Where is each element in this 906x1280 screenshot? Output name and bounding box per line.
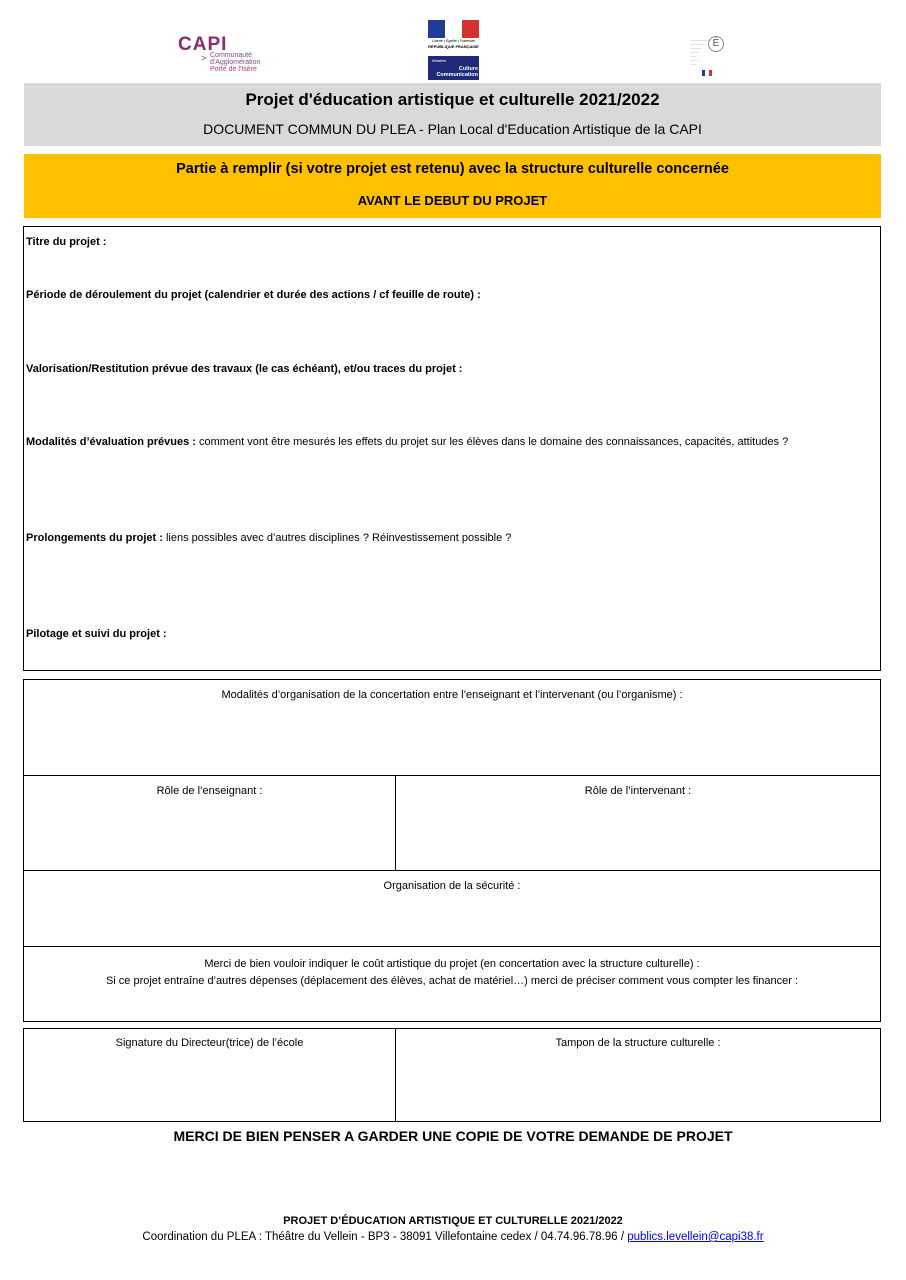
academie-flag-icon bbox=[702, 70, 712, 76]
instructions-banner bbox=[24, 154, 881, 218]
culture-name: Culture Communication bbox=[436, 66, 478, 78]
page-title: Projet d'éducation artistique et culturelle 2021/2022 bbox=[245, 90, 660, 109]
signatures-box bbox=[23, 1028, 881, 1122]
field-organisation-concertation[interactable]: Modalités d’organisation de la concertation entre l’enseignant et l’intervenant (ou l’organisme) : bbox=[221, 689, 683, 701]
footer-email-link[interactable]: publics.levellein@capi38.fr bbox=[627, 1231, 764, 1243]
project-fields-box bbox=[23, 226, 881, 671]
field-cout-line-1[interactable]: Merci de bien vouloir indiquer le coût artistique du projet (en concertation avec la structure culturelle) : bbox=[204, 958, 700, 970]
footer-title: PROJET D’ÉDUCATION ARTISTIQUE ET CULTURELLE 2021/2022 bbox=[283, 1215, 623, 1227]
divider bbox=[24, 946, 880, 947]
academie-logo bbox=[690, 34, 726, 78]
french-flag-icon bbox=[428, 20, 479, 38]
banner-line-1: Partie à remplir (si votre projet est retenu) avec la structure culturelle concernée bbox=[176, 161, 729, 177]
divider bbox=[24, 775, 880, 776]
rf-name: RÉPUBLIQUE FRANÇAISE bbox=[428, 44, 479, 49]
concertation-box bbox=[23, 679, 881, 1022]
culture-small-text: Ministère bbox=[432, 59, 447, 63]
field-valorisation[interactable]: Valorisation/Restitution prévue des travaux (le cas échéant), et/ou traces du projet : bbox=[26, 363, 463, 375]
divider bbox=[24, 870, 880, 871]
page-subtitle: DOCUMENT COMMUN DU PLEA - Plan Local d'Education Artistique de la CAPI bbox=[203, 121, 702, 137]
academie-text-lines: ——————— ————— ———— ——— —— ——— —— bbox=[690, 38, 711, 66]
banner-line-2: AVANT LE DEBUT DU PROJET bbox=[357, 193, 548, 208]
document-header bbox=[24, 83, 881, 146]
copy-reminder: MERCI DE BIEN PENSER A GARDER UNE COPIE DE VOTRE DEMANDE DE PROJET bbox=[173, 1128, 733, 1144]
footer-contact: Coordination du PLEA : Théâtre du Vellein - BP3 - 38091 Villefontaine cedex / 04.74.96.78.96 / publics.levellein@capi38.fr bbox=[142, 1231, 764, 1243]
republique-francaise-logo bbox=[428, 20, 479, 50]
capi-logo-word: CAPI bbox=[178, 34, 228, 55]
rf-motto: Liberté • Égalité • Fraternité bbox=[432, 39, 475, 43]
field-titre[interactable]: Titre du projet : bbox=[26, 236, 107, 248]
field-tampon-structure[interactable]: Tampon de la structure culturelle : bbox=[555, 1037, 721, 1049]
field-role-enseignant[interactable]: Rôle de l’enseignant : bbox=[156, 785, 263, 797]
field-prolongements[interactable]: Prolongements du projet : liens possibles avec d’autres disciplines ? Réinvestissement possible ? bbox=[26, 532, 512, 544]
capi-logo bbox=[178, 34, 268, 78]
capi-logo-tagline: Communauté d'Agglomération Porte de l'Isère bbox=[210, 52, 261, 73]
field-cout-line-2[interactable]: Si ce projet entraîne d’autres dépenses (déplacement des élèves, achat de matériel…) merci de préciser comment vous compter les financer : bbox=[105, 975, 799, 987]
capi-arrow-icon: > bbox=[201, 53, 207, 63]
field-role-intervenant[interactable]: Rôle de l’intervenant : bbox=[584, 785, 692, 797]
field-securite[interactable]: Organisation de la sécurité : bbox=[383, 880, 521, 892]
field-evaluation[interactable]: Modalités d’évaluation prévues : comment vont être mesurés les effets du projet sur les élèves dans le domaine des connaissances, capacités, attitudes ? bbox=[26, 436, 789, 448]
field-pilotage[interactable]: Pilotage et suivi du projet : bbox=[26, 628, 167, 640]
field-signature-directeur[interactable]: Signature du Directeur(trice) de l’école bbox=[115, 1037, 304, 1049]
academie-e-icon: É bbox=[708, 36, 724, 52]
ministere-culture-logo bbox=[428, 56, 479, 80]
field-periode[interactable]: Période de déroulement du projet (calendrier et durée des actions / cf feuille de route) : bbox=[26, 289, 481, 301]
